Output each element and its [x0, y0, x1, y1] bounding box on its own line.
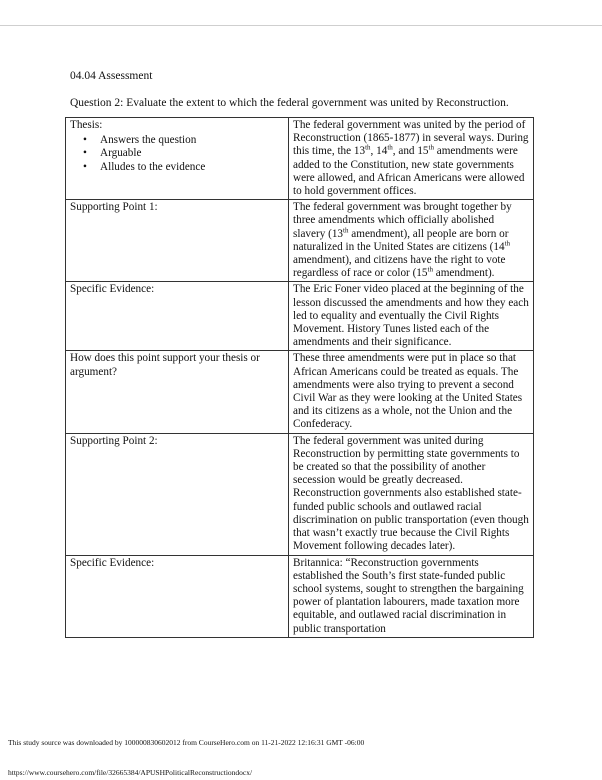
- table-row: [66, 282, 534, 351]
- specific-evidence-2-answer: Britannica: “Reconstruction governments established the South’s first state-funded public school systems, sought to strengthen the bargaining power of plantation labourers, made taxation more equitable, and outlawed racial discrimination in public transportation: [289, 555, 534, 637]
- supporting-point-2-label: Supporting Point 2:: [66, 433, 289, 555]
- criteria-item: • Alludes to the evidence: [100, 161, 284, 174]
- specific-evidence-2-label: Specific Evidence:: [66, 555, 289, 637]
- support-question-answer: These three amendments were put in place so that African Americans could be treated as equals. The amendments were also trying to prevent a second Civil War as they were looking at the United States and its citizens as a whole, not the Union and the Confederacy.: [289, 351, 534, 433]
- table-row: [66, 351, 534, 433]
- supporting-point-2-answer: The federal government was united during Reconstruction by permitting state governments to be created so that the possibility of another secession would be greatly decreased. Reconstruction governments also established state-funded public schools and outlawed racial discrimination on public transportation (even though that wasn’t exactly true because the Civil Rights Movement following decades later).: [289, 433, 534, 555]
- specific-evidence-1-label: Specific Evidence:: [66, 282, 289, 351]
- header-divider: [0, 25, 602, 26]
- criteria-item: • Arguable: [100, 147, 284, 160]
- question-text: Question 2: Evaluate the extent to which the federal government was united by Reconstruction.: [70, 97, 509, 109]
- thesis-answer: The federal government was united by the period of Reconstruction (1865-1877) in several ways. During this time, the 13th, 14th, and 15th amendments were added to the Constitution, new state governments were allowed, and African Americans were allowed to hold government offices.: [289, 118, 534, 200]
- assessment-table: [65, 117, 534, 638]
- assessment-title: 04.04 Assessment: [70, 70, 153, 82]
- source-url: https://www.coursehero.com/file/32665384/APUSHPoliticalReconstructiondocx/: [8, 768, 253, 777]
- support-question-label: How does this point support your thesis or argument?: [66, 351, 289, 433]
- specific-evidence-1-answer: The Eric Foner video placed at the beginning of the lesson discussed the amendments and how they each led to equality and eventually the Civil Rights Movement. History Tunes listed each of the amendments and their significance.: [289, 282, 534, 351]
- thesis-label-cell: [66, 118, 289, 200]
- supporting-point-1-answer: The federal government was brought together by three amendments which officially abolished slavery (13th amendment), all people are born or naturalized in the United States are citizens (14th amendment), and citizens have the right to vote regardless of race or color (15th amendment).: [289, 200, 534, 282]
- table-row: [66, 118, 534, 200]
- download-source-line: This study source was downloaded by 100000830602012 from CourseHero.com on 11-21-2022 12:16:31 GMT -06:00: [8, 738, 365, 747]
- table-row: [66, 555, 534, 637]
- supporting-point-1-label: Supporting Point 1:: [66, 200, 289, 282]
- thesis-label: Thesis:: [70, 119, 103, 131]
- thesis-criteria-list: [70, 134, 284, 174]
- table-row: [66, 200, 534, 282]
- table-row: [66, 433, 534, 555]
- criteria-item: • Answers the question: [100, 134, 284, 147]
